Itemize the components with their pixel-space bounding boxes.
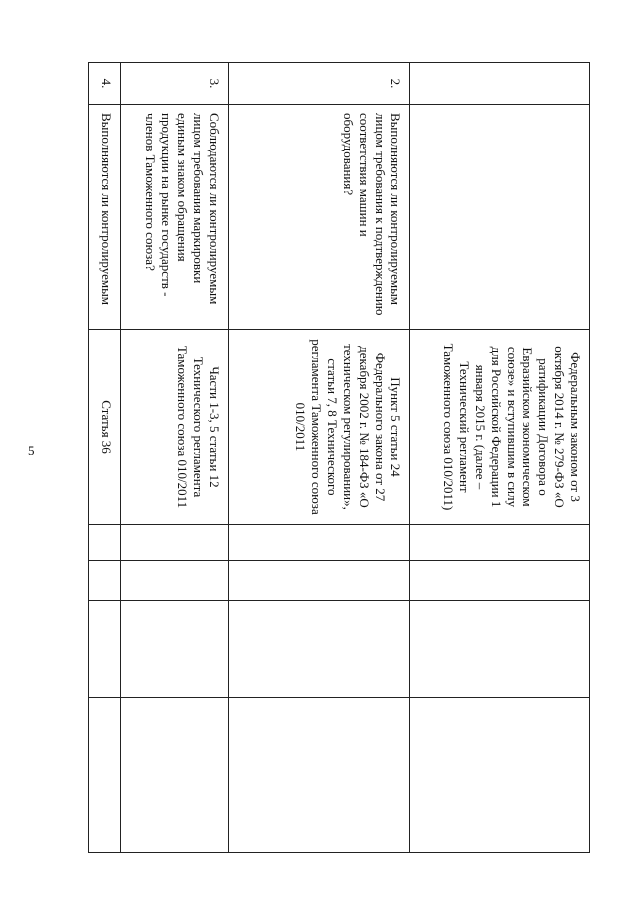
legal-basis-cell: Статья 36 <box>89 330 121 525</box>
empty-cell <box>228 698 410 853</box>
empty-cell <box>410 698 590 853</box>
empty-cell <box>120 525 228 561</box>
empty-cell <box>89 561 121 601</box>
question-cell <box>410 105 590 330</box>
empty-cell <box>410 525 590 561</box>
table-row <box>228 63 410 853</box>
empty-cell <box>89 525 121 561</box>
row-number-cell: 3. <box>120 63 228 105</box>
table-row <box>410 63 590 853</box>
empty-cell <box>228 601 410 698</box>
row-number-cell <box>410 63 590 105</box>
empty-cell <box>89 601 121 698</box>
question-cell: Соблюдаются ли контролируемым лицом требования маркировки единым знаком обращения продукции на рынке государств - членов Таможенного союза? <box>120 105 228 330</box>
legal-basis-cell: Пункт 5 статьи 24 Федерального закона от 27 декабря 2002 г. № 184-ФЗ «О техническом регулировании», статьи 7, 8 Технического регламента Таможенного союза 010/2011 <box>228 330 410 525</box>
empty-cell <box>89 698 121 853</box>
empty-cell <box>120 561 228 601</box>
table-row <box>120 63 228 853</box>
legal-basis-cell: Части 1-3, 5 статьи 12 Технического регламента Таможенного союза 010/2011 <box>120 330 228 525</box>
legal-basis-cell: Федеральным законом от 3 октября 2014 г. № 279-ФЗ «О ратификации Договора о Евразийском экономическом союзе» и вступившим в силу для Российской Федерации 1 января 2015 г. (далее – Технический регламент Таможенного союза 010/2011) <box>410 330 590 525</box>
empty-cell <box>228 525 410 561</box>
empty-cell <box>120 698 228 853</box>
empty-cell <box>120 601 228 698</box>
page-number: 5 <box>28 443 35 458</box>
empty-cell <box>228 561 410 601</box>
table-row <box>89 63 121 853</box>
empty-cell <box>410 601 590 698</box>
row-number-cell: 2. <box>228 63 410 105</box>
rotated-table-wrapper <box>88 62 590 852</box>
question-cell: Выполняются ли контролируемым <box>89 105 121 330</box>
question-cell: Выполняются ли контролируемым лицом требования к подтверждению соответствия машин и оборудования? <box>228 105 410 330</box>
checklist-table <box>88 62 590 853</box>
empty-cell <box>410 561 590 601</box>
row-number-cell: 4. <box>89 63 121 105</box>
